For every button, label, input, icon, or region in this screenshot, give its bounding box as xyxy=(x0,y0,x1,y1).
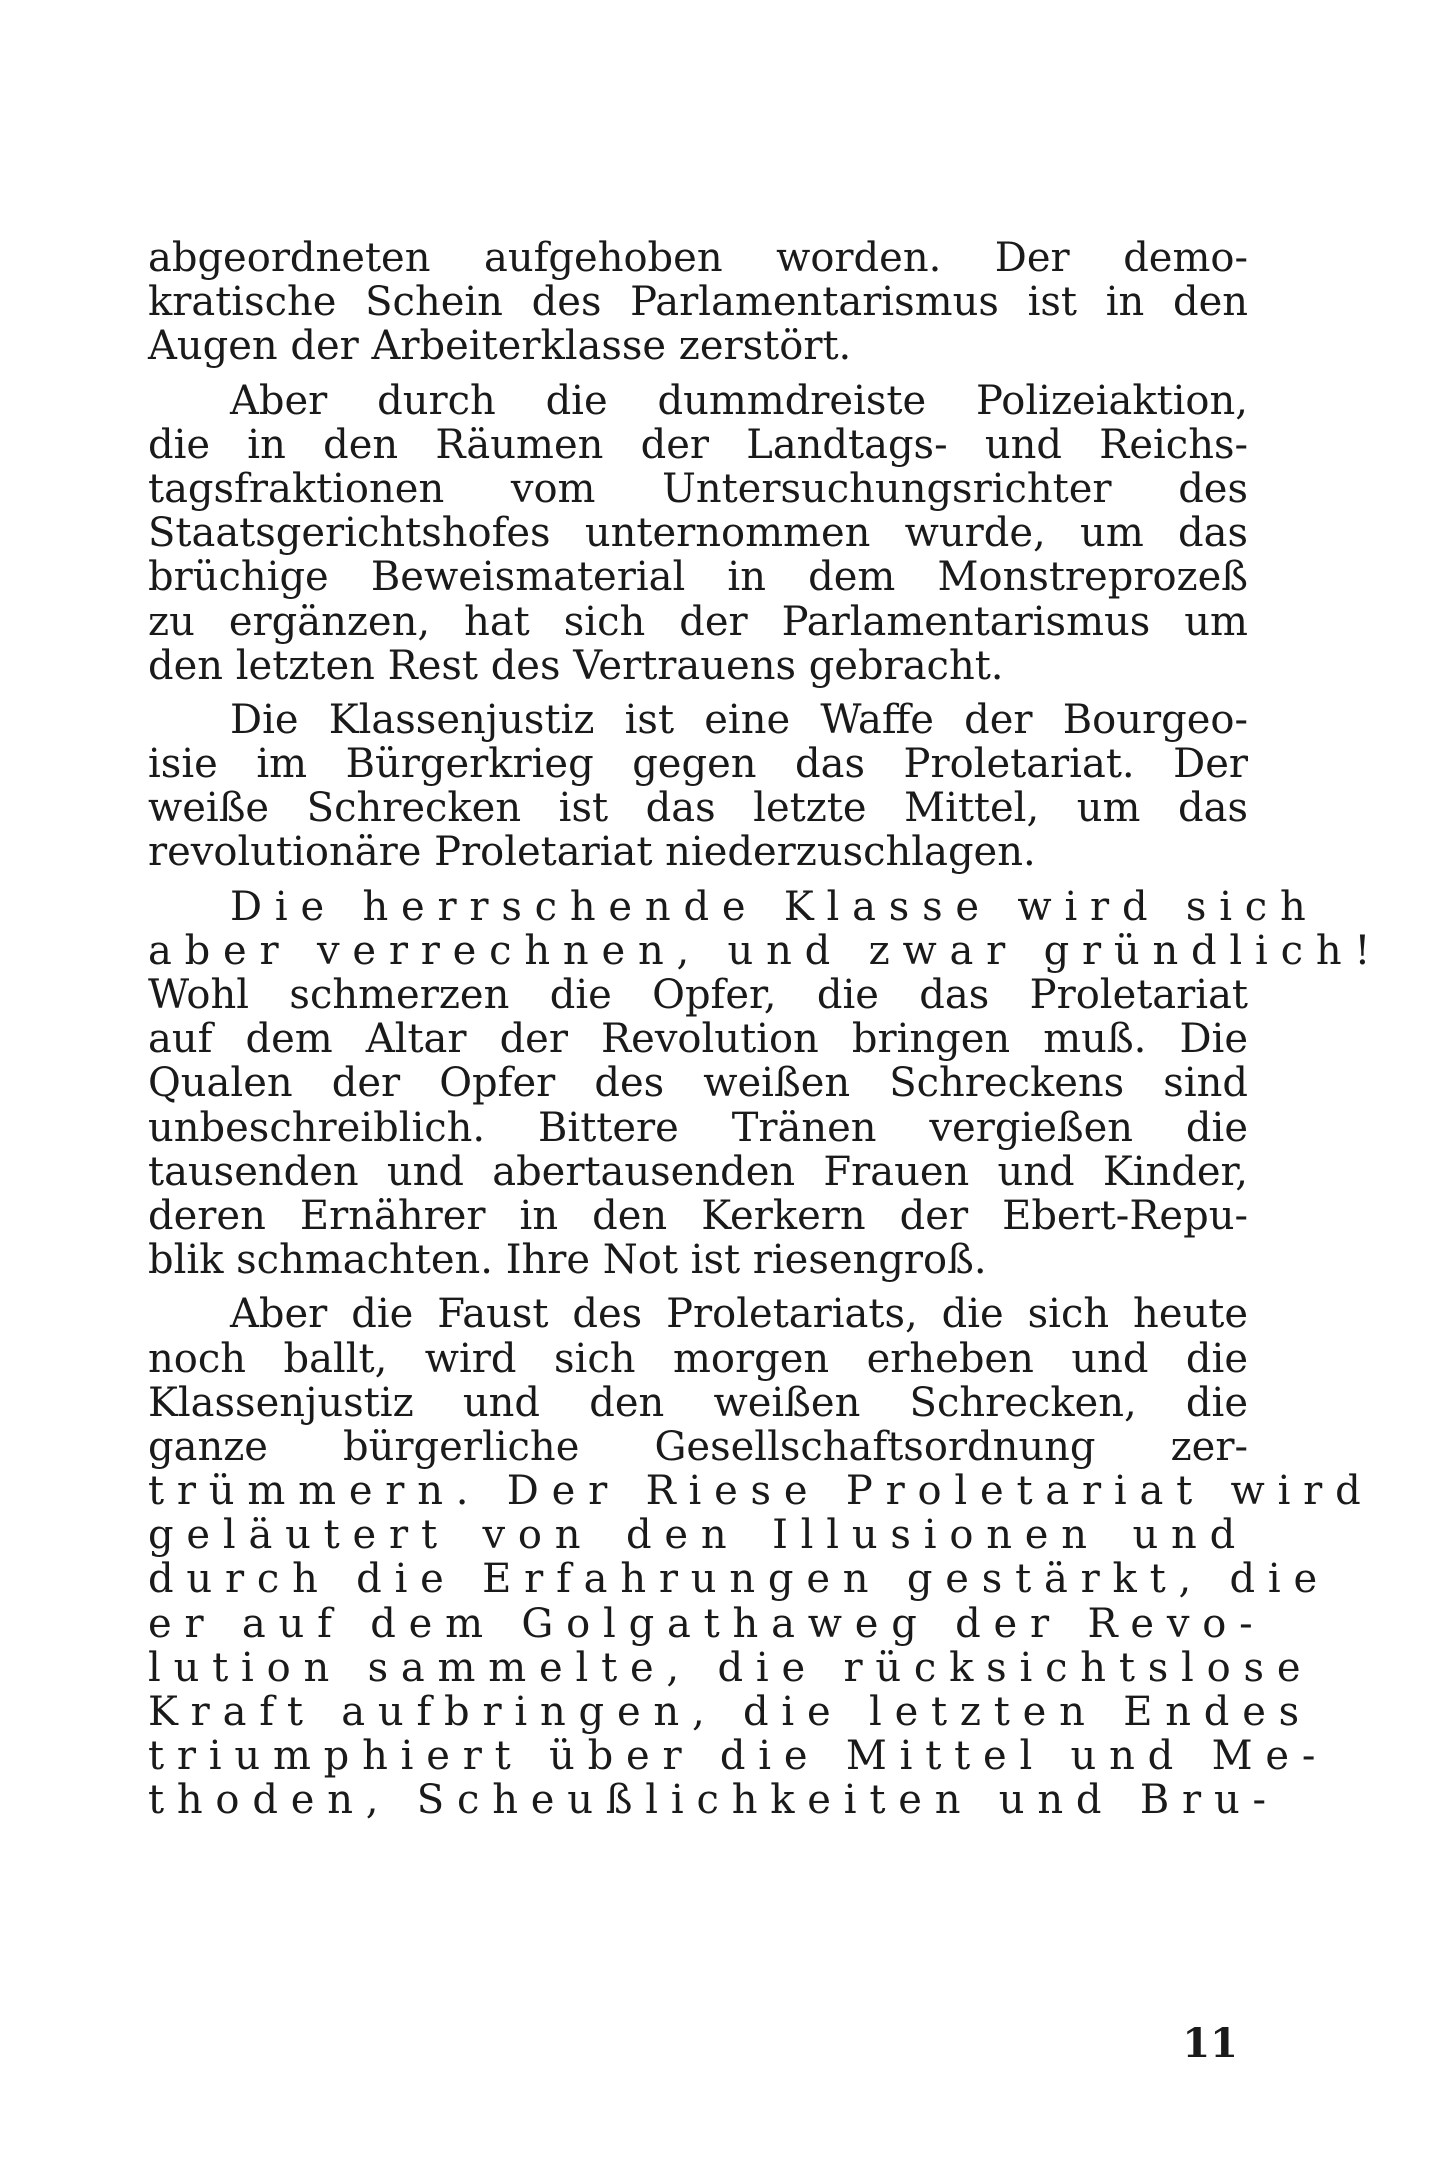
text-line: abgeordneten aufgehoben worden. Der demo- xyxy=(148,235,1248,281)
text-line: Aber die Faust des Proletariats, die sich heute xyxy=(230,1291,1248,1338)
text-line: Augen der Arbeiterklasse zerstört. xyxy=(148,323,852,370)
paragraph xyxy=(148,698,1248,875)
text-line: tausenden und abertausenden Frauen und Kinder, xyxy=(148,1148,1248,1195)
text-line: thoden, Scheußlichkeiten und Bru- xyxy=(148,1777,1279,1824)
text-line: triumphiert über die Mittel und Me- xyxy=(148,1733,1329,1780)
paragraph xyxy=(148,379,1248,688)
text-line: weiße Schrecken ist das letzte Mittel, um das xyxy=(148,785,1248,832)
paragraph xyxy=(148,883,1384,1284)
paragraph xyxy=(148,236,1248,369)
text-line: Die Klassenjustiz ist eine Waffe der Bourgeo- xyxy=(230,696,1248,743)
text-line: Aber durch die dummdreiste Polizeiaktion, xyxy=(230,377,1248,424)
text-line: Die herrschende Klasse wird sich xyxy=(230,883,1319,930)
text-line: revolutionäre Proletariat niederzuschlagen. xyxy=(148,829,1036,876)
text-line: ganze bürgerliche Gesellschaftsordnung zer- xyxy=(148,1423,1248,1470)
text-line: unbeschreiblich. Bittere Tränen vergießen die xyxy=(148,1104,1248,1151)
text-line: Wohl schmerzen die Opfer, die das Proletariat xyxy=(148,972,1248,1018)
text-line: Staatsgerichtshofes unternommen wurde, um das xyxy=(148,510,1248,557)
text-line: er auf dem Golgathaweg der Revo- xyxy=(148,1600,1266,1647)
text-line: zu ergänzen, hat sich der Parlamentarismus um xyxy=(148,598,1248,645)
text-line: den letzten Rest des Vertrauens gebracht. xyxy=(148,642,1004,689)
text-line: kratische Schein des Parlamentarismus ist in den xyxy=(148,279,1248,326)
text-line: lution sammelte, die rücksichtslose xyxy=(148,1644,1314,1691)
text-line: aber verrechnen, und zwar gründlich! xyxy=(148,927,1384,974)
paragraph xyxy=(148,1291,1374,1824)
text-line: Qualen der Opfer des weißen Schreckens sind xyxy=(148,1060,1248,1107)
text-line: die in den Räumen der Landtags- und Reichs- xyxy=(148,421,1248,468)
text-line: durch die Erfahrungen gestärkt, die xyxy=(148,1556,1330,1603)
text-line: Klassenjustiz und den weißen Schrecken, die xyxy=(148,1379,1248,1426)
text-line: blik schmachten. Ihre Not ist riesengroß. xyxy=(148,1237,987,1284)
text-line: brüchige Beweismaterial in dem Monstreprozeß xyxy=(148,554,1248,601)
text-line: geläutert von den Illusionen und xyxy=(148,1512,1248,1559)
text-line: trümmern. Der Riese Proletariat wird xyxy=(148,1468,1374,1515)
body-text xyxy=(148,235,1384,1824)
text-line: deren Ernährer in den Kerkern der Ebert-Repu- xyxy=(148,1192,1248,1239)
text-line: noch ballt, wird sich morgen erheben und die xyxy=(148,1335,1248,1382)
text-line: tagsfraktionen vom Untersuchungsrichter des xyxy=(148,465,1248,512)
page-number: 11 xyxy=(1182,2020,1238,2067)
text-line: auf dem Altar der Revolution bringen muß. Die xyxy=(148,1016,1248,1063)
text-line: Kraft aufbringen, die letzten Endes xyxy=(148,1689,1312,1735)
text-line: isie im Bürgerkrieg gegen das Proletariat. Der xyxy=(148,741,1248,788)
